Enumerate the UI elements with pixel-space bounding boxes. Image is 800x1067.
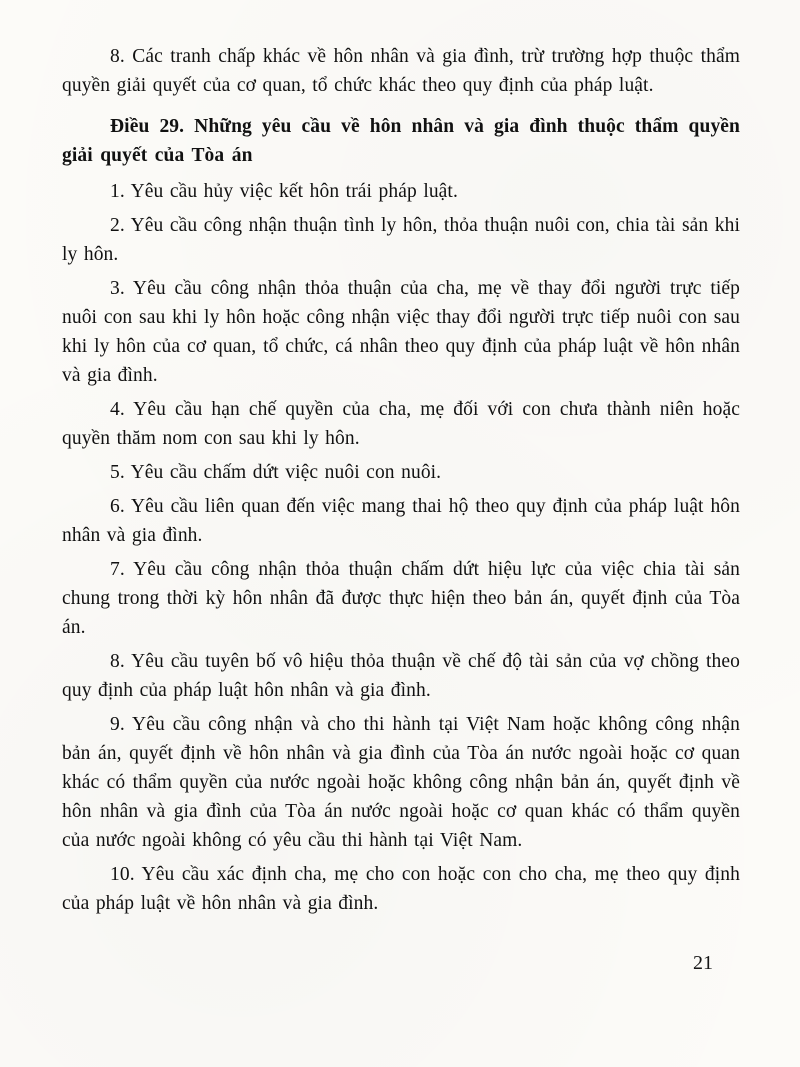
paragraph-item-5: 5. Yêu cầu chấm dứt việc nuôi con nuôi. <box>110 462 442 483</box>
paragraph-clause-8-disputes: 8. Các tranh chấp khác về hôn nhân và gia đình, trừ trường hợp thuộc thẩm quyền giải quyết của cơ quan, tổ chức khác theo quy định của pháp luật. <box>62 46 740 96</box>
page-number: 21 <box>693 952 713 974</box>
text-column <box>62 42 740 923</box>
paragraph-item-2: 2. Yêu cầu công nhận thuận tình ly hôn, thỏa thuận nuôi con, chia tài sản khi ly hôn. <box>62 215 740 265</box>
article-29-heading: Điều 29. Những yêu cầu về hôn nhân và gia đình thuộc thẩm quyền giải quyết của Tòa án <box>62 116 740 166</box>
paragraph-item-1: 1. Yêu cầu hủy việc kết hôn trái pháp luật. <box>110 181 458 202</box>
paragraph-item-8: 8. Yêu cầu tuyên bố vô hiệu thỏa thuận về chế độ tài sản của vợ chồng theo quy định của pháp luật hôn nhân và gia đình. <box>62 651 740 701</box>
paragraph-item-3: 3. Yêu cầu công nhận thỏa thuận của cha, mẹ về thay đổi người trực tiếp nuôi con sau khi ly hôn hoặc công nhận việc thay đổi người trực tiếp nuôi con sau khi ly hôn của cơ quan, tổ chức, cá nhân theo quy định của pháp luật về hôn nhân và gia đình. <box>62 278 740 386</box>
paragraph-item-10: 10. Yêu cầu xác định cha, mẹ cho con hoặc con cho cha, mẹ theo quy định của pháp luật về hôn nhân và gia đình. <box>62 864 740 914</box>
paragraph-item-7: 7. Yêu cầu công nhận thỏa thuận chấm dứt hiệu lực của việc chia tài sản chung trong thời kỳ hôn nhân đã được thực hiện theo bản án, quyết định của Tòa án. <box>62 559 740 638</box>
paragraph-item-4: 4. Yêu cầu hạn chế quyền của cha, mẹ đối với con chưa thành niên hoặc quyền thăm nom con sau khi ly hôn. <box>62 399 740 449</box>
paragraph-item-9: 9. Yêu cầu công nhận và cho thi hành tại Việt Nam hoặc không công nhận bản án, quyết định về hôn nhân và gia đình của Tòa án nước ngoài hoặc cơ quan khác có thẩm quyền của nước ngoài hoặc không công nhận bản án, quyết định về hôn nhân và gia đình của Tòa án nước ngoài hoặc cơ quan khác có thẩm quyền của nước ngoài không có yêu cầu thi hành tại Việt Nam. <box>62 714 740 851</box>
paragraph-item-6: 6. Yêu cầu liên quan đến việc mang thai hộ theo quy định của pháp luật hôn nhân và gia đình. <box>62 496 740 546</box>
